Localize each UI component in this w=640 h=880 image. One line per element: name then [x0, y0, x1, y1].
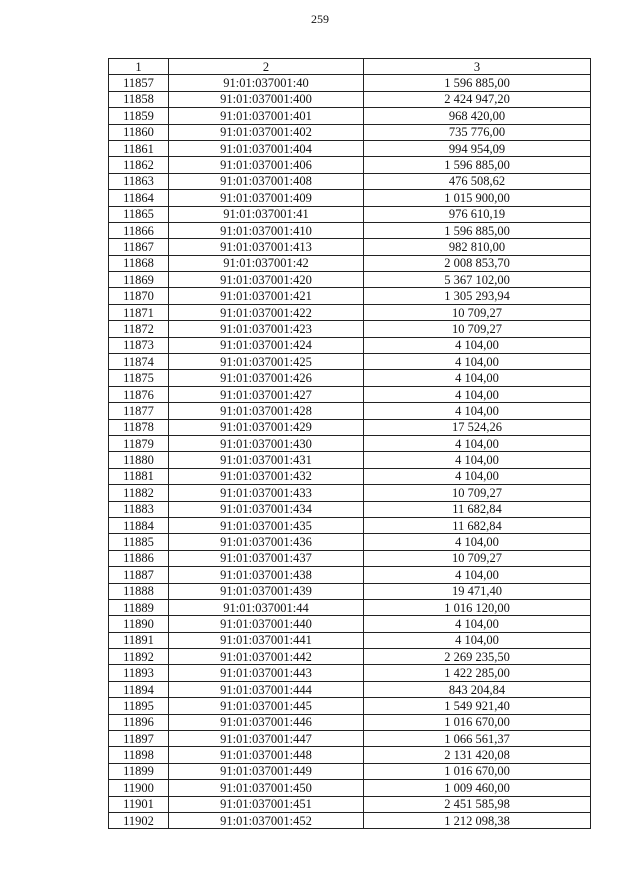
row-number-cell: 11893: [109, 665, 169, 681]
table-row: [109, 616, 591, 632]
cadastral-number-cell: 91:01:037001:420: [169, 272, 364, 288]
table-row: [109, 583, 591, 599]
table-row: [109, 140, 591, 156]
table-row: [109, 763, 591, 779]
table-row: [109, 632, 591, 648]
cadastral-value-cell: 4 104,00: [364, 337, 591, 353]
header-row: [109, 59, 591, 75]
cadastral-value-cell: 4 104,00: [364, 534, 591, 550]
cadastral-number-cell: 91:01:037001:438: [169, 567, 364, 583]
table-row: [109, 124, 591, 140]
cadastral-number-cell: 91:01:037001:442: [169, 649, 364, 665]
cadastral-value-cell: 1 305 293,94: [364, 288, 591, 304]
table-row: [109, 534, 591, 550]
cadastral-value-cell: 1 016 120,00: [364, 599, 591, 615]
cadastral-value-cell: 2 451 585,98: [364, 796, 591, 812]
row-number-cell: 11879: [109, 435, 169, 451]
cadastral-value-cell: 4 104,00: [364, 370, 591, 386]
table-row: [109, 403, 591, 419]
cadastral-number-cell: 91:01:037001:425: [169, 354, 364, 370]
row-number-cell: 11897: [109, 731, 169, 747]
row-number-cell: 11876: [109, 386, 169, 402]
cadastral-number-cell: 91:01:037001:424: [169, 337, 364, 353]
table-row: [109, 419, 591, 435]
cadastral-value-cell: 4 104,00: [364, 452, 591, 468]
cadastral-value-cell: 1 066 561,37: [364, 731, 591, 747]
cadastral-number-cell: 91:01:037001:433: [169, 485, 364, 501]
cadastral-value-cell: 1 212 098,38: [364, 812, 591, 828]
table-row: [109, 354, 591, 370]
cadastral-value-cell: 1 549 921,40: [364, 698, 591, 714]
row-number-cell: 11859: [109, 108, 169, 124]
row-number-cell: 11874: [109, 354, 169, 370]
row-number-cell: 11872: [109, 321, 169, 337]
cadastral-value-cell: 1 596 885,00: [364, 75, 591, 91]
cadastral-value-cell: 976 610,19: [364, 206, 591, 222]
table-body: [109, 75, 591, 829]
cadastral-number-cell: 91:01:037001:401: [169, 108, 364, 124]
row-number-cell: 11867: [109, 239, 169, 255]
cadastral-number-cell: 91:01:037001:40: [169, 75, 364, 91]
cadastral-value-cell: 10 709,27: [364, 550, 591, 566]
cadastral-value-cell: 2 131 420,08: [364, 747, 591, 763]
cadastral-number-cell: 91:01:037001:451: [169, 796, 364, 812]
table-row: [109, 108, 591, 124]
table-row: [109, 681, 591, 697]
row-number-cell: 11895: [109, 698, 169, 714]
cadastral-value-cell: 2 424 947,20: [364, 91, 591, 107]
table-row: [109, 321, 591, 337]
cadastral-number-cell: 91:01:037001:406: [169, 157, 364, 173]
row-number-cell: 11864: [109, 190, 169, 206]
cadastral-number-cell: 91:01:037001:42: [169, 255, 364, 271]
table-row: [109, 485, 591, 501]
row-number-cell: 11866: [109, 222, 169, 238]
cadastral-number-cell: 91:01:037001:421: [169, 288, 364, 304]
cadastral-number-cell: 91:01:037001:429: [169, 419, 364, 435]
cadastral-value-cell: 5 367 102,00: [364, 272, 591, 288]
row-number-cell: 11857: [109, 75, 169, 91]
cadastral-number-cell: 91:01:037001:443: [169, 665, 364, 681]
table-row: [109, 796, 591, 812]
row-number-cell: 11900: [109, 780, 169, 796]
cadastral-value-cell: 968 420,00: [364, 108, 591, 124]
table-row: [109, 665, 591, 681]
cadastral-value-cell: 4 104,00: [364, 354, 591, 370]
table-row: [109, 222, 591, 238]
cadastral-value-cell: 4 104,00: [364, 616, 591, 632]
row-number-cell: 11883: [109, 501, 169, 517]
cadastral-value-cell: 476 508,62: [364, 173, 591, 189]
cadastral-number-cell: 91:01:037001:445: [169, 698, 364, 714]
cadastral-number-cell: 91:01:037001:44: [169, 599, 364, 615]
cadastral-value-cell: 10 709,27: [364, 485, 591, 501]
cadastral-value-cell: 1 422 285,00: [364, 665, 591, 681]
row-number-cell: 11877: [109, 403, 169, 419]
cadastral-number-cell: 91:01:037001:408: [169, 173, 364, 189]
cadastral-value-cell: 4 104,00: [364, 435, 591, 451]
table-row: [109, 731, 591, 747]
table-row: [109, 272, 591, 288]
row-number-cell: 11869: [109, 272, 169, 288]
cadastral-number-cell: 91:01:037001:446: [169, 714, 364, 730]
cadastral-number-cell: 91:01:037001:400: [169, 91, 364, 107]
cadastral-value-cell: 843 204,84: [364, 681, 591, 697]
row-number-cell: 11870: [109, 288, 169, 304]
row-number-cell: 11880: [109, 452, 169, 468]
cadastral-value-cell: 11 682,84: [364, 501, 591, 517]
cadastral-number-cell: 91:01:037001:427: [169, 386, 364, 402]
cadastral-number-cell: 91:01:037001:444: [169, 681, 364, 697]
cadastral-value-cell: 10 709,27: [364, 321, 591, 337]
cadastral-number-cell: 91:01:037001:431: [169, 452, 364, 468]
table-header: [109, 59, 591, 75]
cadastral-number-cell: 91:01:037001:450: [169, 780, 364, 796]
cadastral-number-cell: 91:01:037001:41: [169, 206, 364, 222]
row-number-cell: 11890: [109, 616, 169, 632]
row-number-cell: 11887: [109, 567, 169, 583]
cadastral-value-cell: 1 596 885,00: [364, 157, 591, 173]
cadastral-value-cell: 2 269 235,50: [364, 649, 591, 665]
row-number-cell: 11901: [109, 796, 169, 812]
table-row: [109, 304, 591, 320]
row-number-cell: 11861: [109, 140, 169, 156]
table-row: [109, 206, 591, 222]
table-row: [109, 337, 591, 353]
cadastral-number-cell: 91:01:037001:440: [169, 616, 364, 632]
row-number-cell: 11886: [109, 550, 169, 566]
cadastral-number-cell: 91:01:037001:448: [169, 747, 364, 763]
cadastral-value-cell: 1 016 670,00: [364, 714, 591, 730]
row-number-cell: 11873: [109, 337, 169, 353]
row-number-cell: 11878: [109, 419, 169, 435]
page-number: 259: [311, 12, 329, 26]
cadastral-number-cell: 91:01:037001:434: [169, 501, 364, 517]
table-row: [109, 288, 591, 304]
table-row: [109, 386, 591, 402]
row-number-cell: 11860: [109, 124, 169, 140]
cadastral-number-cell: 91:01:037001:432: [169, 468, 364, 484]
cadastral-value-cell: 4 104,00: [364, 468, 591, 484]
table-row: [109, 75, 591, 91]
row-number-cell: 11871: [109, 304, 169, 320]
row-number-cell: 11882: [109, 485, 169, 501]
cadastral-number-cell: 91:01:037001:447: [169, 731, 364, 747]
row-number-cell: 11896: [109, 714, 169, 730]
cadastral-value-cell: 982 810,00: [364, 239, 591, 255]
table-row: [109, 567, 591, 583]
cadastral-value-cell: 735 776,00: [364, 124, 591, 140]
row-number-cell: 11885: [109, 534, 169, 550]
cadastral-number-cell: 91:01:037001:426: [169, 370, 364, 386]
table-row: [109, 239, 591, 255]
row-number-cell: 11899: [109, 763, 169, 779]
cadastral-value-cell: 4 104,00: [364, 386, 591, 402]
cadastral-value-cell: 17 524,26: [364, 419, 591, 435]
row-number-cell: 11884: [109, 517, 169, 533]
cadastral-value-cell: 19 471,40: [364, 583, 591, 599]
column-header-2: 2: [169, 59, 364, 75]
table-row: [109, 501, 591, 517]
row-number-cell: 11902: [109, 812, 169, 828]
cadastral-value-cell: 1 016 670,00: [364, 763, 591, 779]
cadastral-number-cell: 91:01:037001:441: [169, 632, 364, 648]
row-number-cell: 11889: [109, 599, 169, 615]
table-row: [109, 370, 591, 386]
table-row: [109, 435, 591, 451]
table-row: [109, 780, 591, 796]
cadastral-number-cell: 91:01:037001:404: [169, 140, 364, 156]
table-row: [109, 812, 591, 828]
cadastral-value-cell: 10 709,27: [364, 304, 591, 320]
cadastral-value-cell: 11 682,84: [364, 517, 591, 533]
cadastral-number-cell: 91:01:037001:423: [169, 321, 364, 337]
cadastral-value-cell: 1 596 885,00: [364, 222, 591, 238]
table-row: [109, 255, 591, 271]
table-row: [109, 649, 591, 665]
table-row: [109, 173, 591, 189]
column-header-1: 1: [109, 59, 169, 75]
cadastral-number-cell: 91:01:037001:439: [169, 583, 364, 599]
row-number-cell: 11894: [109, 681, 169, 697]
cadastral-value-table: [108, 58, 591, 829]
table-row: [109, 747, 591, 763]
table-row: [109, 550, 591, 566]
cadastral-value-cell: 2 008 853,70: [364, 255, 591, 271]
row-number-cell: 11858: [109, 91, 169, 107]
cadastral-number-cell: 91:01:037001:422: [169, 304, 364, 320]
table-row: [109, 599, 591, 615]
row-number-cell: 11898: [109, 747, 169, 763]
row-number-cell: 11868: [109, 255, 169, 271]
row-number-cell: 11863: [109, 173, 169, 189]
row-number-cell: 11881: [109, 468, 169, 484]
cadastral-number-cell: 91:01:037001:402: [169, 124, 364, 140]
cadastral-number-cell: 91:01:037001:409: [169, 190, 364, 206]
cadastral-number-cell: 91:01:037001:452: [169, 812, 364, 828]
table-row: [109, 91, 591, 107]
cadastral-value-cell: 4 104,00: [364, 632, 591, 648]
table-row: [109, 468, 591, 484]
table-row: [109, 452, 591, 468]
cadastral-value-cell: 1 015 900,00: [364, 190, 591, 206]
row-number-cell: 11891: [109, 632, 169, 648]
row-number-cell: 11888: [109, 583, 169, 599]
table-row: [109, 190, 591, 206]
cadastral-number-cell: 91:01:037001:449: [169, 763, 364, 779]
cadastral-value-cell: 4 104,00: [364, 403, 591, 419]
cadastral-number-cell: 91:01:037001:428: [169, 403, 364, 419]
row-number-cell: 11875: [109, 370, 169, 386]
cadastral-value-cell: 1 009 460,00: [364, 780, 591, 796]
table-row: [109, 517, 591, 533]
cadastral-number-cell: 91:01:037001:430: [169, 435, 364, 451]
cadastral-number-cell: 91:01:037001:413: [169, 239, 364, 255]
row-number-cell: 11892: [109, 649, 169, 665]
cadastral-value-cell: 994 954,09: [364, 140, 591, 156]
column-header-3: 3: [364, 59, 591, 75]
table-row: [109, 698, 591, 714]
cadastral-value-cell: 4 104,00: [364, 567, 591, 583]
cadastral-number-cell: 91:01:037001:435: [169, 517, 364, 533]
row-number-cell: 11865: [109, 206, 169, 222]
table-row: [109, 157, 591, 173]
cadastral-number-cell: 91:01:037001:437: [169, 550, 364, 566]
cadastral-number-cell: 91:01:037001:410: [169, 222, 364, 238]
table-row: [109, 714, 591, 730]
cadastral-number-cell: 91:01:037001:436: [169, 534, 364, 550]
row-number-cell: 11862: [109, 157, 169, 173]
